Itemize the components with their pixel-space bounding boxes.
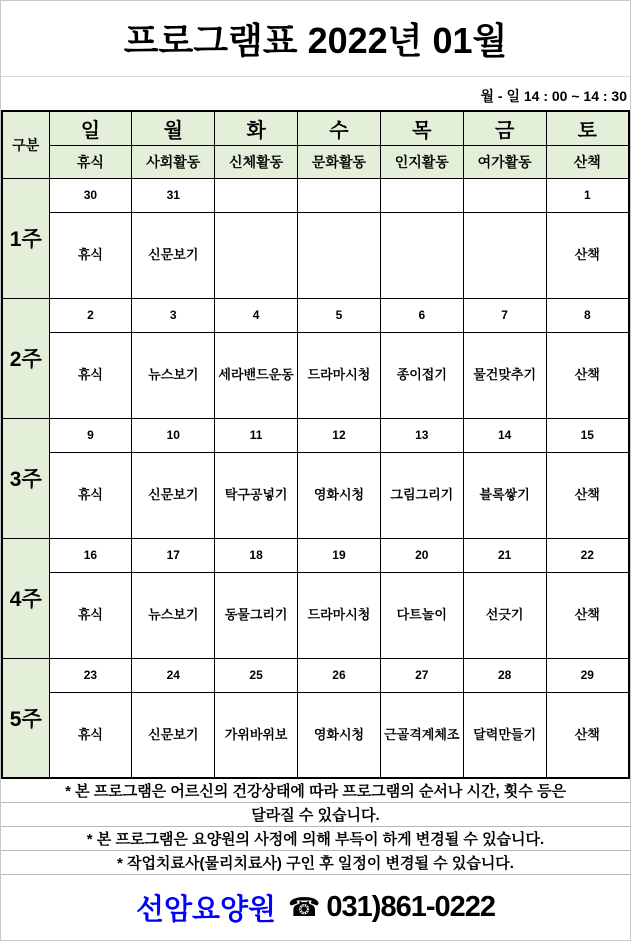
week-label: 5주 xyxy=(2,658,49,778)
note-line: * 작업치료사(물리치료사) 구인 후 일정이 변경될 수 있습니다. xyxy=(1,851,630,875)
category-header: 문화활동 xyxy=(298,145,381,178)
date-cell: 23 xyxy=(49,658,132,692)
week-activity-row xyxy=(2,692,629,778)
activity-cell: 영화시청 xyxy=(298,452,381,538)
corner-label: 구분 xyxy=(2,111,49,178)
activity-cell: 물건맞추기 xyxy=(463,332,546,418)
note-line: 달라질 수 있습니다. xyxy=(1,803,630,827)
header-day-row xyxy=(2,111,629,145)
date-cell: 24 xyxy=(132,658,215,692)
date-cell: 16 xyxy=(49,538,132,572)
week-activity-row xyxy=(2,212,629,298)
date-cell: 20 xyxy=(380,538,463,572)
week-date-row xyxy=(2,538,629,572)
date-cell xyxy=(215,178,298,212)
date-cell xyxy=(380,178,463,212)
activity-cell: 휴식 xyxy=(49,212,132,298)
date-cell: 6 xyxy=(380,298,463,332)
note-line: * 본 프로그램은 어르신의 건강상태에 따라 프로그램의 순서나 시간, 횟수 등은 xyxy=(1,779,630,803)
activity-cell: 산책 xyxy=(546,692,629,778)
date-cell: 4 xyxy=(215,298,298,332)
activity-cell: 신문보기 xyxy=(132,452,215,538)
date-cell: 28 xyxy=(463,658,546,692)
week-activity-row xyxy=(2,452,629,538)
week-activity-row xyxy=(2,332,629,418)
category-header: 사회활동 xyxy=(132,145,215,178)
date-cell: 15 xyxy=(546,418,629,452)
schedule-table-body xyxy=(2,111,629,778)
week-label: 1주 xyxy=(2,178,49,298)
date-cell: 21 xyxy=(463,538,546,572)
week-date-row xyxy=(2,298,629,332)
activity-cell xyxy=(215,212,298,298)
week-date-row xyxy=(2,418,629,452)
day-header: 수 xyxy=(298,111,381,145)
date-cell: 13 xyxy=(380,418,463,452)
date-cell: 19 xyxy=(298,538,381,572)
day-header: 목 xyxy=(380,111,463,145)
day-header: 금 xyxy=(463,111,546,145)
date-cell xyxy=(463,178,546,212)
week-date-row xyxy=(2,178,629,212)
date-cell: 27 xyxy=(380,658,463,692)
date-cell: 25 xyxy=(215,658,298,692)
title-block xyxy=(1,1,630,77)
activity-cell: 뉴스보기 xyxy=(132,332,215,418)
date-cell: 30 xyxy=(49,178,132,212)
activity-cell: 산책 xyxy=(546,212,629,298)
day-header: 화 xyxy=(215,111,298,145)
activity-cell xyxy=(463,212,546,298)
category-header: 휴식 xyxy=(49,145,132,178)
activity-cell: 휴식 xyxy=(49,332,132,418)
date-cell xyxy=(298,178,381,212)
category-header: 인지활동 xyxy=(380,145,463,178)
week-activity-row xyxy=(2,572,629,658)
date-cell: 2 xyxy=(49,298,132,332)
footer-block xyxy=(1,875,630,940)
activity-cell: 세라밴드운동 xyxy=(215,332,298,418)
subtitle-block xyxy=(1,77,630,110)
note-line: * 본 프로그램은 요양원의 사정에 의해 부득이 하게 변경될 수 있습니다. xyxy=(1,827,630,851)
activity-cell: 휴식 xyxy=(49,692,132,778)
week-date-row xyxy=(2,658,629,692)
date-cell: 22 xyxy=(546,538,629,572)
activity-cell: 다트놀이 xyxy=(380,572,463,658)
category-header: 산책 xyxy=(546,145,629,178)
day-header: 월 xyxy=(132,111,215,145)
activity-cell xyxy=(380,212,463,298)
day-header: 일 xyxy=(49,111,132,145)
phone-wrap xyxy=(288,891,495,924)
activity-cell: 휴식 xyxy=(49,572,132,658)
date-cell: 29 xyxy=(546,658,629,692)
activity-cell: 드라마시청 xyxy=(298,332,381,418)
notes-section xyxy=(1,779,630,875)
phone-number: 031)861-0222 xyxy=(326,891,496,923)
week-label: 4주 xyxy=(2,538,49,658)
header-category-row xyxy=(2,145,629,178)
date-cell: 3 xyxy=(132,298,215,332)
schedule-table xyxy=(1,110,630,779)
date-cell: 8 xyxy=(546,298,629,332)
activity-cell: 영화시청 xyxy=(298,692,381,778)
date-cell: 18 xyxy=(215,538,298,572)
activity-cell: 가위바위보 xyxy=(215,692,298,778)
page-title: 프로그램표 2022년 01월 xyxy=(123,20,508,61)
week-label: 3주 xyxy=(2,418,49,538)
category-header: 신체활동 xyxy=(215,145,298,178)
activity-cell: 신문보기 xyxy=(132,692,215,778)
activity-cell: 블록쌓기 xyxy=(463,452,546,538)
activity-cell xyxy=(298,212,381,298)
activity-cell: 산책 xyxy=(546,572,629,658)
week-label: 2주 xyxy=(2,298,49,418)
activity-cell: 휴식 xyxy=(49,452,132,538)
activity-cell: 선긋기 xyxy=(463,572,546,658)
date-cell: 11 xyxy=(215,418,298,452)
date-cell: 26 xyxy=(298,658,381,692)
activity-cell: 종이접기 xyxy=(380,332,463,418)
date-cell: 9 xyxy=(49,418,132,452)
date-cell: 31 xyxy=(132,178,215,212)
category-header: 여가활동 xyxy=(463,145,546,178)
activity-cell: 산책 xyxy=(546,332,629,418)
activity-cell: 근골격계체조 xyxy=(380,692,463,778)
activity-cell: 산책 xyxy=(546,452,629,538)
facility-name: 선암요양원 xyxy=(135,894,277,926)
date-cell: 1 xyxy=(546,178,629,212)
date-cell: 7 xyxy=(463,298,546,332)
activity-cell: 뉴스보기 xyxy=(132,572,215,658)
time-range-note: 월 - 일 14 : 00 ~ 14 : 30 xyxy=(480,88,627,104)
activity-cell: 신문보기 xyxy=(132,212,215,298)
date-cell: 12 xyxy=(298,418,381,452)
date-cell: 14 xyxy=(463,418,546,452)
day-header: 토 xyxy=(546,111,629,145)
date-cell: 17 xyxy=(132,538,215,572)
date-cell: 10 xyxy=(132,418,215,452)
phone-icon: ☎ xyxy=(288,892,321,922)
date-cell: 5 xyxy=(298,298,381,332)
activity-cell: 탁구공넣기 xyxy=(215,452,298,538)
activity-cell: 달력만들기 xyxy=(463,692,546,778)
activity-cell: 그림그리기 xyxy=(380,452,463,538)
activity-cell: 드라마시청 xyxy=(298,572,381,658)
activity-cell: 동물그리기 xyxy=(215,572,298,658)
